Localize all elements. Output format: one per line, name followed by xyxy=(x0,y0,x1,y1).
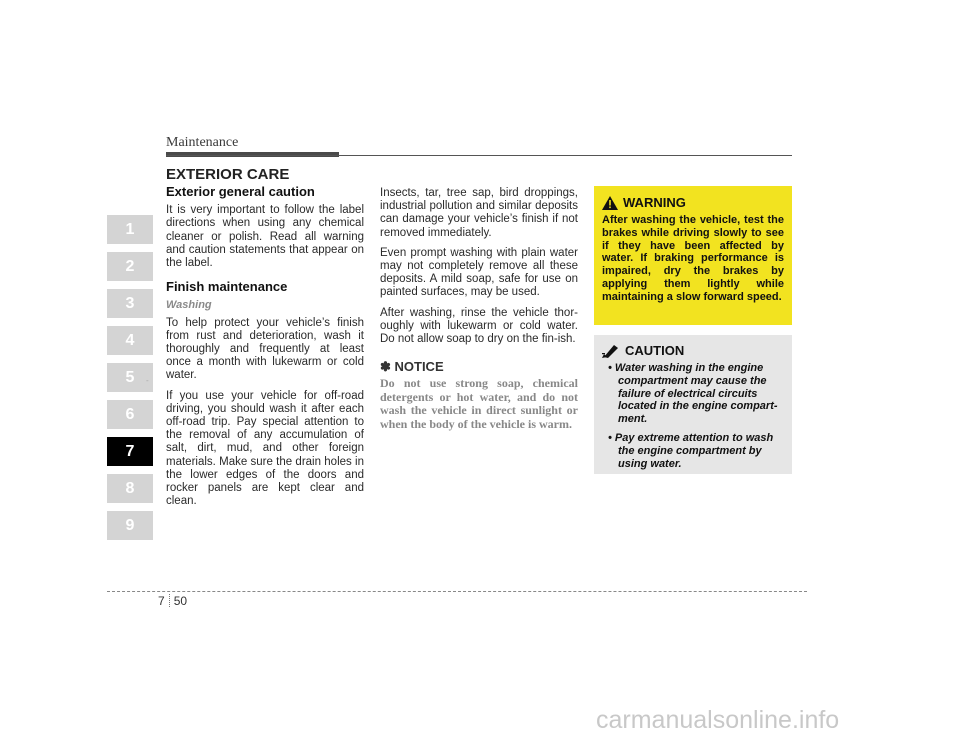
heading-exterior-general-caution: Exterior general caution xyxy=(166,184,315,199)
caution-list xyxy=(602,362,784,470)
warning-box xyxy=(594,186,792,325)
paragraph: To help protect your vehicle’s finish from rust and deterioration, wash it thoroughly and frequently at least once a month with lukewarm or cold water. xyxy=(166,316,364,382)
watermark-text: carmanualsonline.info xyxy=(596,706,840,734)
chapter-tab-4[interactable]: 4 xyxy=(107,326,153,355)
page-header-title: Maintenance xyxy=(166,135,239,150)
warning-title: WARNING xyxy=(623,195,686,210)
warning-title-row xyxy=(602,195,784,210)
chapter-number: 7 xyxy=(158,594,165,608)
notice-title: ✽ NOTICE xyxy=(380,359,444,375)
page-number-value: 50 xyxy=(173,594,188,608)
caution-pencil-icon xyxy=(602,344,620,358)
paragraph: Insects, tar, tree sap, bird droppings, industrial pollution and similar deposits can damage your vehicle’s finish if not removed immediately. xyxy=(380,187,578,239)
subheading-washing: Washing xyxy=(166,299,212,312)
chapter-tab-1[interactable]: 1 xyxy=(107,215,153,244)
caution-title: CAUTION xyxy=(625,343,685,358)
caution-item: • Water washing in the engine compartment may cause the failure of electrical circuits located in the engine compart-ment. xyxy=(608,362,778,426)
chapter-tab-6[interactable]: 6 xyxy=(107,400,153,429)
footer-rule xyxy=(107,591,807,592)
header-rule xyxy=(166,155,792,156)
chapter-tab-2[interactable]: 2 xyxy=(107,252,153,281)
column-left xyxy=(166,185,364,515)
paragraph: After washing, rinse the vehicle thor-oughly with lukewarm or cold water. Do not allow soap to dry on the fin-ish. xyxy=(380,306,578,346)
chapter-tab-8[interactable]: 8 xyxy=(107,474,153,503)
notice-body: Do not use strong soap, chemical detergents or hot water, and do not wash the vehicle in direct sunlight or when the body of the vehicle is warm. xyxy=(380,376,578,431)
caution-item: • Pay extreme attention to wash the engine compartment by using water. xyxy=(608,431,774,470)
chapter-tab-5[interactable]: 5 xyxy=(107,363,153,392)
paragraph: It is very important to follow the label directions when using any chemical cleaner or polish. Read all warning and caution statements that appear on the label. xyxy=(166,204,364,270)
paragraph: Even prompt washing with plain water may not completely remove all these deposits. A mild soap, safe for use on painted surfaces, may be used. xyxy=(380,246,578,299)
caution-box xyxy=(594,335,792,474)
page-number-separator xyxy=(169,594,170,607)
page-number xyxy=(158,594,187,608)
chapter-tab-3[interactable]: 3 xyxy=(107,289,153,318)
caution-title-row xyxy=(602,343,784,358)
warning-triangle-icon xyxy=(602,196,618,210)
paragraph: If you use your vehicle for off-road driving, you should wash it after each off-road trip. Pay special attention to the removal of any accumulation of salt, dirt, mud, and other foreign materials. Make sure the drain holes in the lower edges of the doors and rocker panels are kept clear and clean. xyxy=(166,389,364,508)
stray-mark: - xyxy=(146,376,149,385)
heading-finish-maintenance: Finish maintenance xyxy=(166,279,288,295)
warning-body: After washing the vehicle, test the brakes while driving slowly to see if they have been affected by water. If braking performance is impaired, dry the brakes by applying them lightly while maintaining a slow forward speed. xyxy=(602,214,784,303)
chapter-tab-7[interactable]: 7 xyxy=(107,437,153,466)
column-middle xyxy=(380,187,578,431)
section-title: EXTERIOR CARE xyxy=(166,166,290,183)
chapter-tab-9[interactable]: 9 xyxy=(107,511,153,540)
